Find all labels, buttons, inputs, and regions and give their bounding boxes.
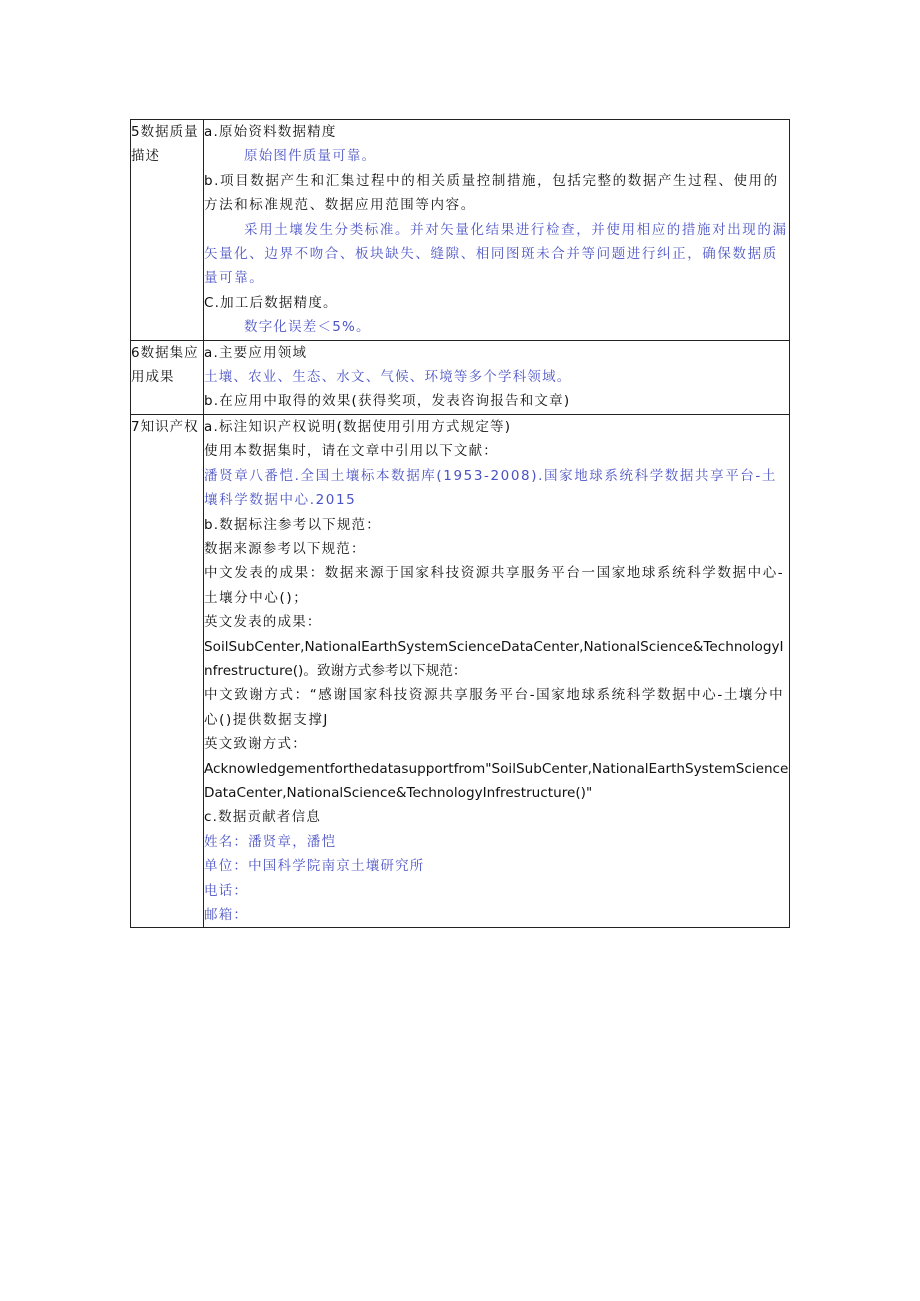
section-content-5	[204, 120, 790, 341]
application-a-heading: a.主要应用领域	[204, 344, 308, 361]
contributor-phone: 电话：	[204, 882, 249, 899]
ip-a-intro: 使用本数据集时，请在文章中引用以下文献：	[204, 443, 498, 460]
ip-en-publication-title: 英文发表的成果：	[204, 614, 322, 631]
section-content-7	[204, 414, 790, 928]
quality-a-value: 原始图件质量可靠。	[244, 148, 377, 165]
quality-c-heading: C.加工后数据精度。	[204, 294, 338, 311]
ip-en-acknowledgement: Acknowledgementforthedatasupportfrom"SoilSubCenter,NationalEarthSystemScienceDataCenter,NationalScience&TechnologyInfrestructure()"	[204, 760, 789, 801]
contributor-email: 邮箱：	[204, 907, 249, 923]
section-label-7: 7知识产权	[131, 414, 204, 928]
quality-b-value: 采用土壤发生分类标准。并对矢量化结果进行检查，并使用相应的措施对出现的漏矢量化、边界不吻合、板块缺失、缝隙、相同图斑未合并等问题进行纠正，确保数据质量可靠。	[204, 221, 788, 287]
section-row-7	[131, 414, 790, 928]
ip-cn-publication: 中文发表的成果：数据来源于国家科技资源共享服务平台一国家地球系统科学数据中心-土壤分中心()；	[204, 565, 785, 606]
ip-cn-acknowledgement: 中文致谢方式：“感谢国家科技资源共享服务平台-国家地球系统科学数据中心-土壤分中心()提供数据支撑J	[204, 687, 785, 728]
ip-source-title: 数据来源参考以下规范：	[204, 540, 366, 557]
ip-b-heading: b.数据标注参考以下规范：	[204, 516, 381, 533]
section-row-6	[131, 340, 790, 414]
metadata-table	[130, 119, 790, 928]
contributor-name: 姓名：潘贤章，潘恺	[204, 833, 337, 850]
application-b-heading: b.在应用中取得的效果(获得奖项，发表咨询报告和文章)	[204, 393, 571, 410]
ip-en-acknowledgement-title: 英文致谢方式：	[204, 736, 307, 753]
ip-citation: 潘贤章八番恺.全国土壤标本数据库(1953-2008).国家地球系统科学数据共享平台-土壤科学数据中心.2015	[204, 467, 777, 509]
ip-a-heading: a.标注知识产权说明(数据使用引用方式规定等)	[204, 418, 512, 435]
quality-b-heading: b.项目数据产生和汇集过程中的相关质量控制措施，包括完整的数据产生过程、使用的方法和标准规范、数据应用范围等内容。	[204, 172, 779, 214]
section-content-6	[204, 340, 790, 414]
contributor-unit: 单位：中国科学院南京土壤研究所	[204, 858, 425, 875]
application-a-value: 土壤、农业、生态、水文、气候、环境等多个学科领域。	[204, 369, 572, 386]
section-row-5	[131, 120, 790, 341]
section-label-5: 5数据质量描述	[131, 120, 204, 341]
quality-a-heading: a.原始资料数据精度	[204, 124, 337, 140]
ip-en-publication: SoilSubCenter,NationalEarthSystemScienceDataCenter,NationalScience&TechnologyInfrestructure()。致谢方式参考以下规范：	[204, 638, 784, 679]
quality-c-value: 数字化误差＜5%。	[244, 319, 371, 336]
section-label-6: 6数据集应用成果	[131, 340, 204, 414]
ip-c-heading: c.数据贡献者信息	[204, 809, 322, 826]
